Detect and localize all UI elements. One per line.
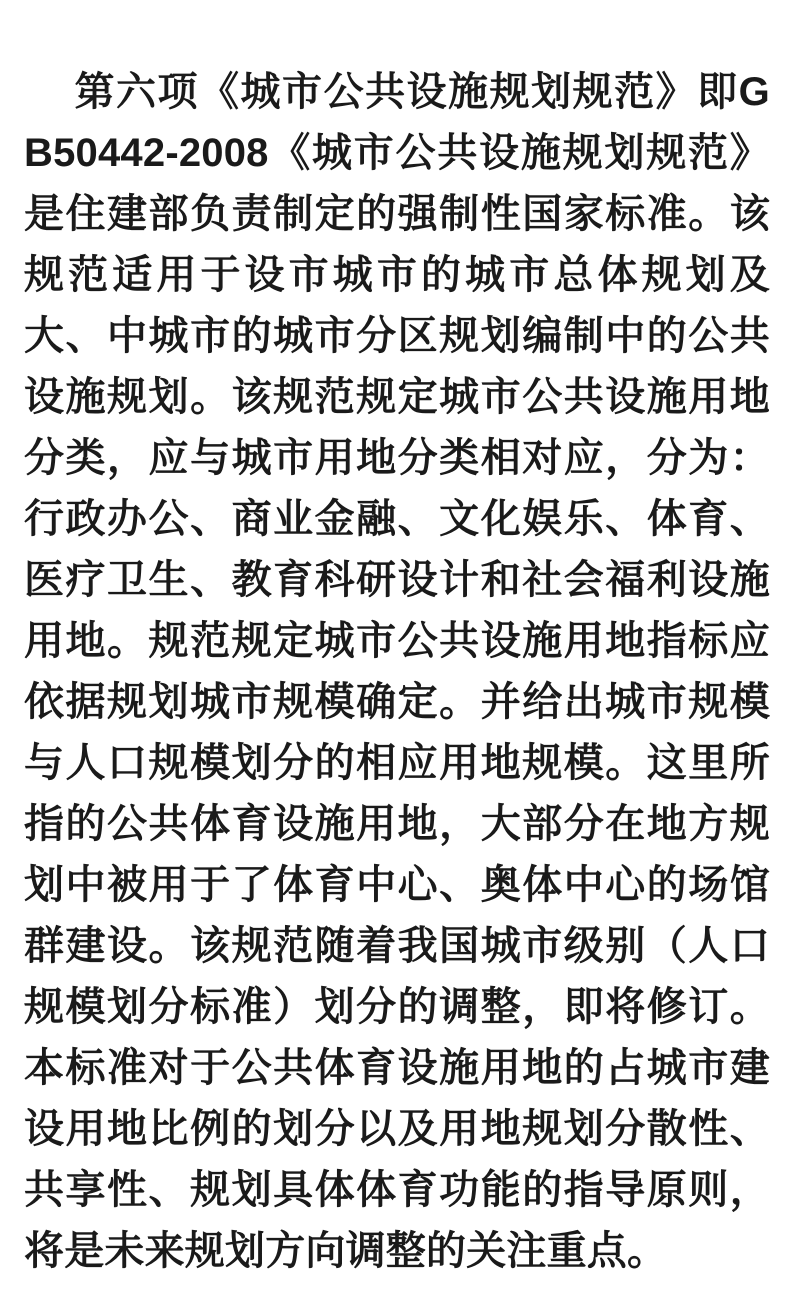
document-body-text: 第六项《城市公共设施规划规范》即GB50442-2008《城市公共设施规划规范》是住建部负责制定的强制性国家标准。该规范适用于设市城市的城市总体规划及大、中城市的城市分区规划编制中的公共设施规划。该规范规定城市公共设施用地分类，应与城市用地分类相对应，分为：行政办公、商业金融、文化娱乐、体育、医疗卫生、教育科研设计和社会福利设施用地。规范规定城市公共设施用地指标应依据规划城市规模确定。并给出城市规模与人口规模划分的相应用地规模。这里所指的公共体育设施用地，大部分在地方规划中被用于了体育中心、奥体中心的场馆群建设。该规范随着我国城市级别（人口规模划分标准）划分的调整，即将修订。本标准对于公共体育设施用地的占城市建设用地比例的划分以及用地规划分散性、共享性、规划具体体育功能的指导原则，将是未来规划方向调整的关注重点。	[24, 70, 770, 1273]
